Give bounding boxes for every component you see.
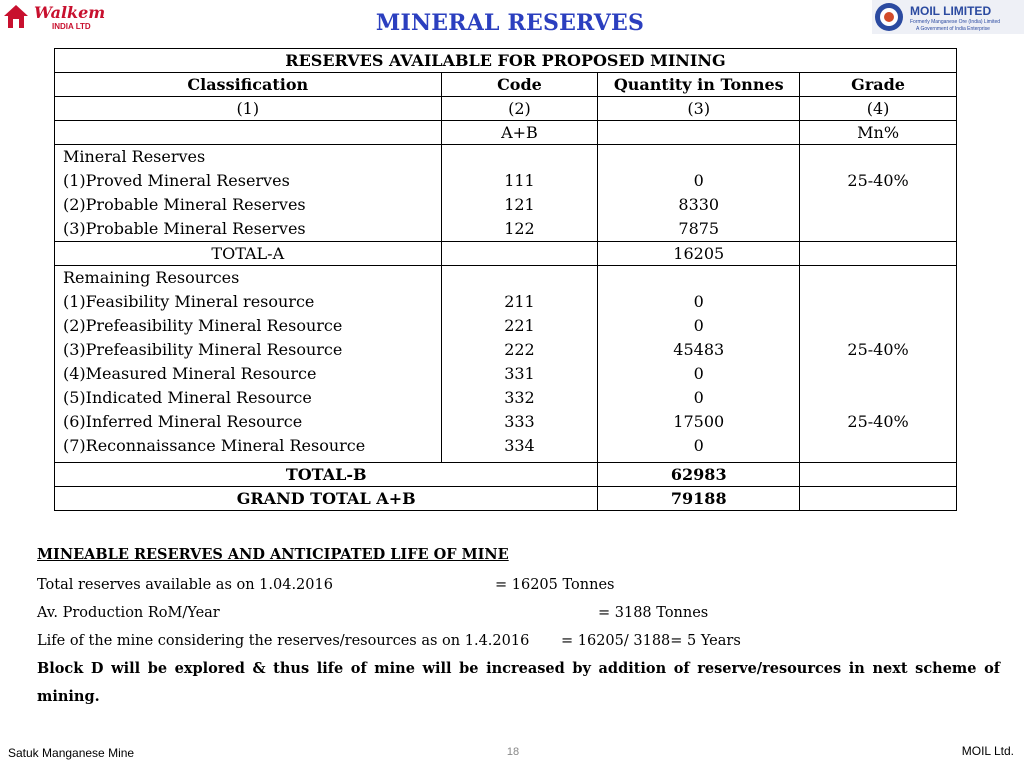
table-row-code: 121 (504, 195, 535, 214)
remaining-resources-quantity-cell (598, 266, 800, 463)
mineral-reserves-heading: Mineral Reserves (63, 147, 206, 166)
table-numbering-row (55, 97, 957, 121)
numbering-3: (3) (598, 97, 800, 121)
table-row-quantity: 7875 (678, 219, 720, 238)
table-row-grade (808, 193, 948, 217)
units-quantity-empty (598, 121, 800, 145)
remaining-resources-code-cell (441, 266, 598, 463)
table-row-label: (3)Probable Mineral Reserves (63, 219, 306, 238)
mineral-reserves-grade-cell (800, 145, 957, 242)
grand-total-grade-empty (800, 487, 957, 511)
total-a-quantity: 16205 (598, 242, 800, 266)
remaining-resources-group (55, 266, 957, 463)
table-row-code: 332 (504, 388, 535, 407)
life-of-mine-value: = 16205/ 3188= 5 Years (561, 633, 741, 649)
table-row-label: (1)Feasibility Mineral resource (63, 292, 315, 311)
units-empty (55, 121, 442, 145)
table-row-grade: 25-40% (847, 412, 909, 431)
total-reserves-row (37, 571, 1000, 599)
table-row-code: 111 (504, 171, 535, 190)
table-row-label: (4)Measured Mineral Resource (63, 364, 317, 383)
table-row-label: (2)Prefeasibility Mineral Resource (63, 316, 343, 335)
table-row-label: (2)Probable Mineral Reserves (63, 195, 306, 214)
table-row-grade (808, 386, 948, 410)
grand-total-row (55, 487, 957, 511)
table-row-code: 222 (504, 340, 535, 359)
life-of-mine-label: Life of the mine considering the reserves/resources as on 1.4.2016 (37, 633, 530, 649)
numbering-2: (2) (441, 97, 598, 121)
table-row-quantity: 0 (693, 436, 704, 455)
table-row-quantity: 0 (693, 292, 704, 311)
table-row-grade (808, 362, 948, 386)
table-row-grade: 25-40% (847, 340, 909, 359)
table-row-quantity: 0 (693, 364, 704, 383)
table-row-code: 331 (504, 364, 535, 383)
mineral-reserves-quantity-cell (598, 145, 800, 242)
remaining-resources-heading: Remaining Resources (63, 268, 240, 287)
table-caption-row (55, 49, 957, 73)
total-b-grade-empty (800, 463, 957, 487)
mineable-reserves-section (37, 543, 1000, 711)
total-a-code-empty (441, 242, 598, 266)
table-row-quantity: 8330 (678, 195, 720, 214)
production-row (37, 599, 1000, 627)
table-row-grade (808, 434, 948, 458)
table-row-label: (6)Inferred Mineral Resource (63, 412, 303, 431)
total-a-grade-empty (800, 242, 957, 266)
table-row-code: 211 (504, 292, 535, 311)
walkem-logo-sub: INDIA LTD (52, 22, 91, 31)
total-b-label: TOTAL-B (55, 463, 598, 487)
grand-total-label: GRAND TOTAL A+B (55, 487, 598, 511)
grand-total-quantity: 79188 (598, 487, 800, 511)
total-reserves-label: Total reserves available as on 1.04.2016 (37, 577, 333, 593)
mineable-reserves-title: MINEABLE RESERVES AND ANTICIPATED LIFE OF MINE (37, 546, 509, 563)
moil-logo-tagline: Formerly Manganese Ore (India) Limited (910, 19, 1001, 25)
table-row-code: 334 (504, 436, 535, 455)
total-b-row (55, 463, 957, 487)
footer-mine-name: Satuk Manganese Mine (8, 746, 135, 760)
numbering-1: (1) (55, 97, 442, 121)
table-row-grade (808, 314, 948, 338)
mineral-reserves-group (55, 145, 957, 242)
production-value: = 3188 Tonnes (598, 605, 709, 621)
moil-logo-name: MOIL LIMITED (910, 4, 992, 18)
moil-logo (872, 0, 1024, 34)
remaining-resources-classification-cell (55, 266, 442, 463)
table-row-label: (5)Indicated Mineral Resource (63, 388, 312, 407)
table-row-label: (3)Prefeasibility Mineral Resource (63, 340, 343, 359)
table-caption: RESERVES AVAILABLE FOR PROPOSED MINING (55, 49, 957, 73)
moil-logo-sub: A Government of India Enterprise (916, 26, 990, 32)
header-grade: Grade (800, 73, 957, 97)
table-row-code: 333 (504, 412, 535, 431)
life-of-mine-row (37, 627, 1000, 655)
table-row-label: (7)Reconnaissance Mineral Resource (63, 436, 366, 455)
table-row-grade: 25-40% (847, 171, 909, 190)
table-header-row (55, 73, 957, 97)
total-a-row (55, 242, 957, 266)
table-row-label: (1)Proved Mineral Reserves (63, 171, 290, 190)
total-reserves-value: = 16205 Tonnes (495, 577, 615, 593)
table-row-quantity: 17500 (673, 412, 725, 431)
total-a-label: TOTAL-A (55, 242, 442, 266)
table-row-quantity: 0 (693, 388, 704, 407)
units-code: A+B (441, 121, 598, 145)
table-row-quantity: 0 (693, 316, 704, 335)
page-title: MINERAL RESERVES (375, 10, 645, 36)
table-row-quantity: 0 (693, 171, 704, 190)
mineral-reserves-code-cell (441, 145, 598, 242)
reserves-table (54, 48, 957, 511)
units-grade: Mn% (800, 121, 957, 145)
table-row-grade (808, 217, 948, 241)
table-row-quantity: 45483 (673, 340, 725, 359)
total-b-quantity: 62983 (598, 463, 800, 487)
table-row-code: 122 (504, 219, 535, 238)
walkem-logo-name: Walkem (34, 3, 106, 22)
footer-page-number: 18 (506, 746, 520, 758)
header-classification: Classification (55, 73, 442, 97)
header-quantity: Quantity in Tonnes (598, 73, 800, 97)
header-code: Code (441, 73, 598, 97)
footer-company: MOIL Ltd. (961, 744, 1014, 758)
table-row-grade (808, 290, 948, 314)
table-units-row (55, 121, 957, 145)
table-row-code: 221 (504, 316, 535, 335)
exploration-note: Block D will be explored & thus life of mine will be increased by addition of reserve/resources in next scheme of mining. (37, 660, 1000, 705)
numbering-4: (4) (800, 97, 957, 121)
mineral-reserves-classification-cell (55, 145, 442, 242)
remaining-resources-grade-cell (800, 266, 957, 463)
production-label: Av. Production RoM/Year (37, 605, 220, 621)
